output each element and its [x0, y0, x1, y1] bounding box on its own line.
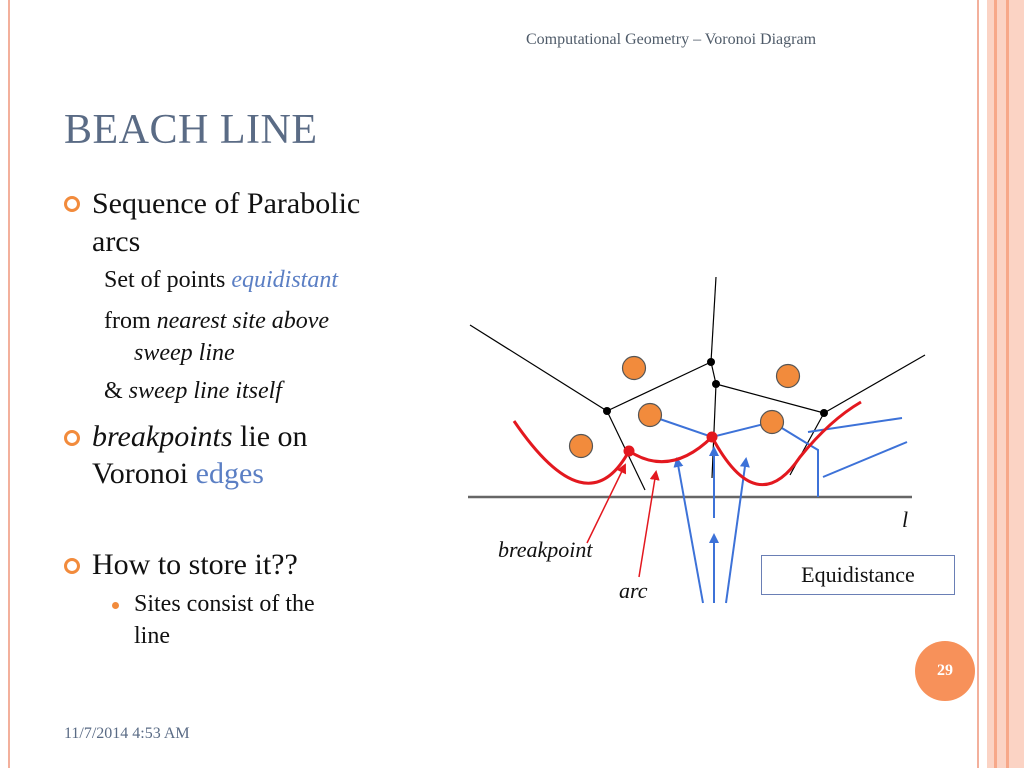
sub-text: from nearest site above: [104, 308, 330, 334]
bullet-text: Sequence of Parabolic: [92, 187, 361, 220]
bullet-marker: [64, 558, 80, 574]
voronoi-edge: [470, 325, 607, 411]
right-border-stripe: [1006, 0, 1009, 768]
arc-arrow: [639, 472, 656, 577]
voronoi-edge: [711, 277, 716, 362]
voronoi-edge: [716, 384, 824, 413]
sub-text: & sweep line itself: [104, 378, 282, 404]
voronoi-edges: [470, 277, 925, 490]
breakpoint-dot: [624, 446, 635, 457]
bullet-text: Voronoi edges: [92, 457, 264, 490]
voronoi-vertex: [603, 407, 611, 415]
breakpoint-label: breakpoint: [498, 537, 593, 562]
voronoi-edge: [824, 355, 925, 413]
slide-date: 11/7/2014 4:53 AM: [64, 725, 190, 742]
voronoi-vertex: [820, 409, 828, 417]
sub-text: Set of points equidistant: [104, 267, 339, 293]
page-number-badge: 29: [915, 641, 975, 701]
equidistance-arrow: [726, 459, 746, 603]
sub-text: line: [134, 623, 170, 649]
bullet-marker: [64, 196, 80, 212]
voronoi-vertex: [707, 358, 715, 366]
equidistance-line: [651, 416, 818, 497]
left-border: [8, 0, 10, 768]
right-border-stripe: [994, 0, 997, 768]
equidistance-arrow: [677, 459, 703, 603]
sub-bullet-marker: [112, 602, 119, 609]
right-border-line: [977, 0, 979, 768]
site: [639, 404, 662, 427]
site: [761, 411, 784, 434]
equidistance-line: [823, 442, 907, 477]
slide-title: BEACH LINE: [64, 107, 318, 153]
sweep-line-label: l: [902, 507, 909, 532]
equidistance-label-box: Equidistance: [761, 555, 955, 595]
voronoi-vertex: [712, 380, 720, 388]
sites: [570, 357, 800, 458]
site: [570, 435, 593, 458]
site: [623, 357, 646, 380]
bullet-marker: [64, 430, 80, 446]
bullet-text: breakpoints lie on: [92, 420, 308, 453]
breakpoint-dot: [707, 432, 718, 443]
slide-header: Computational Geometry – Voronoi Diagram: [526, 31, 817, 48]
beach-line: [514, 402, 861, 485]
bullet-text: arcs: [92, 225, 141, 258]
bullet-text: How to store it??: [92, 548, 298, 581]
arc-label: arc: [619, 578, 648, 603]
sub-text: Sites consist of the: [134, 591, 315, 617]
equidistance-line: [808, 418, 902, 432]
site: [777, 365, 800, 388]
sub-text: sweep line: [134, 340, 235, 366]
